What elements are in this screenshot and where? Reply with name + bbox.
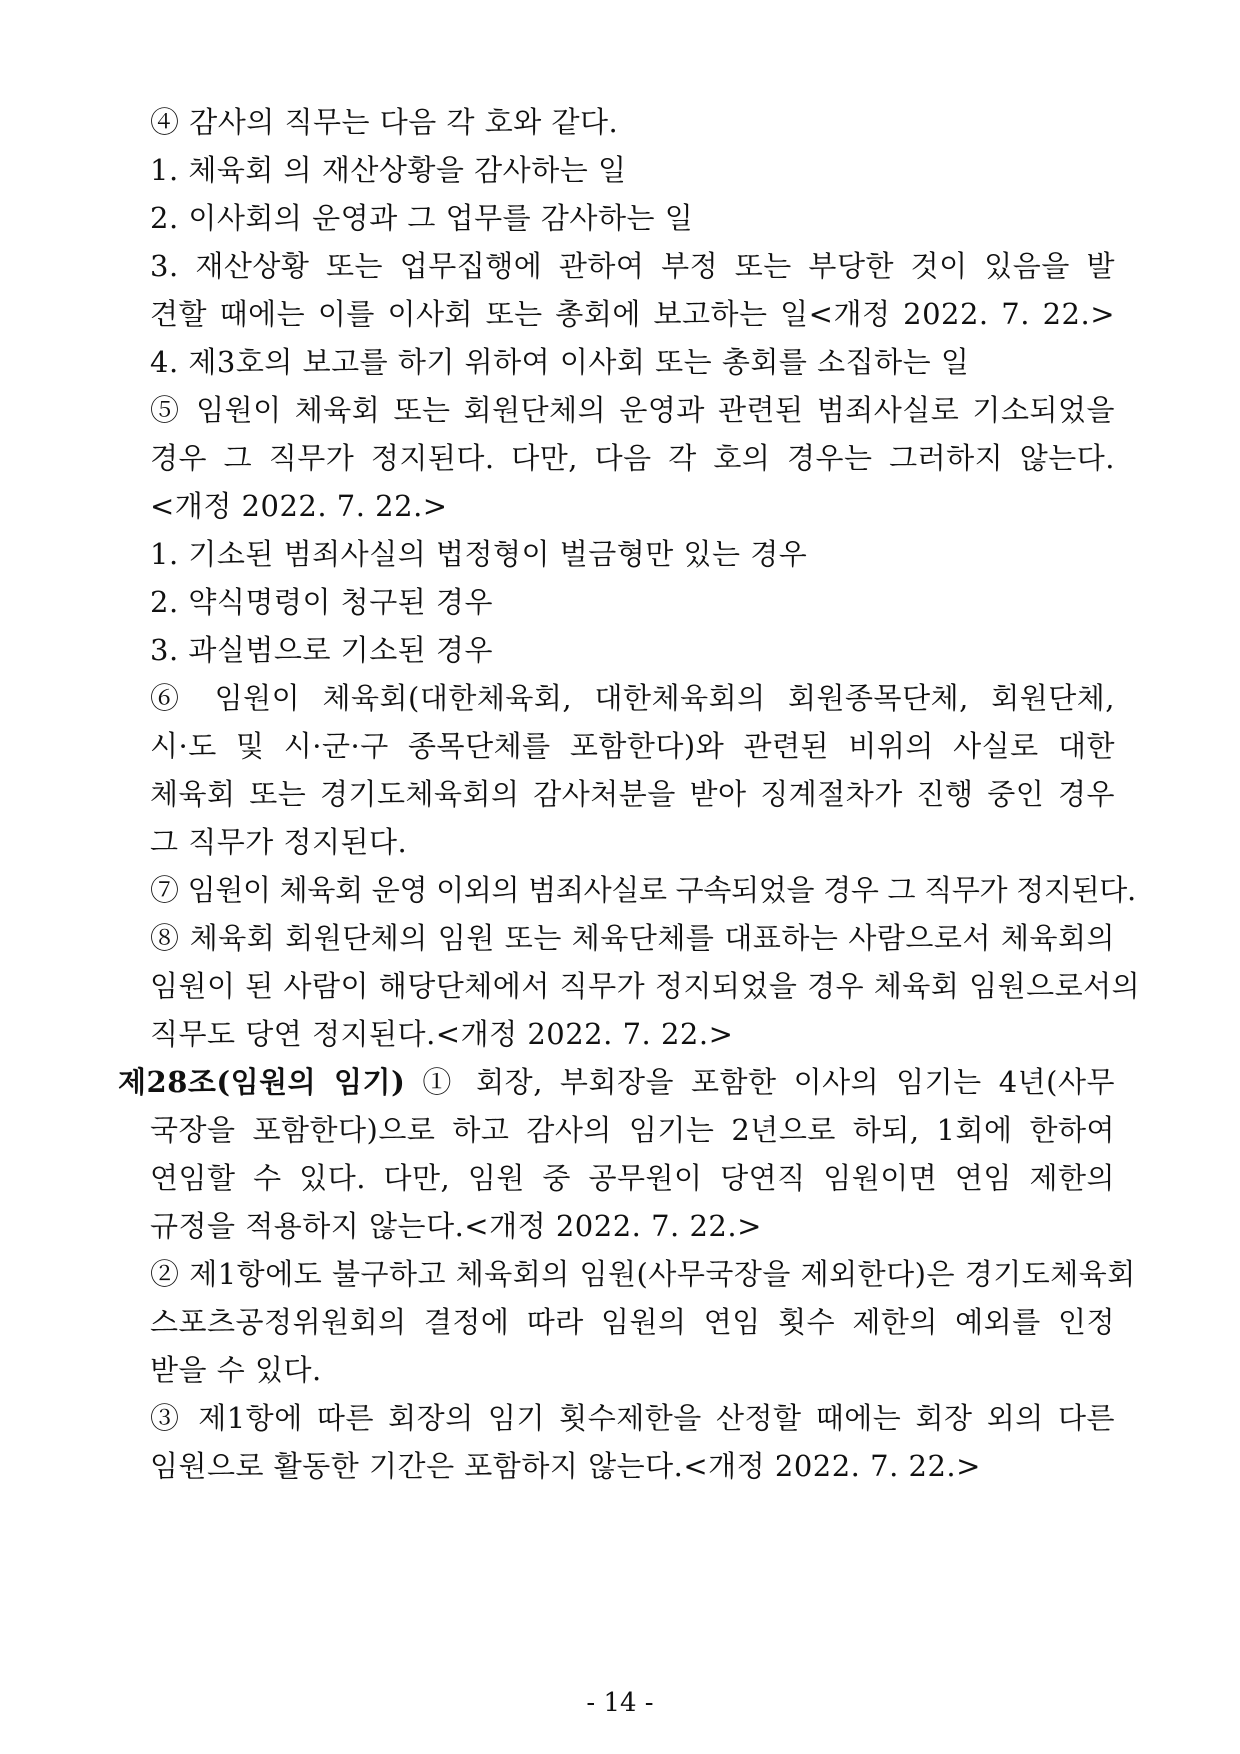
text-line: 체육회 또는 경기도체육회의 감사처분을 받아 징계절차가 진행 중인 경우 <box>150 777 1115 811</box>
text-line: 규정을 적용하지 않는다.<개정 2022. 7. 22.> <box>150 1209 762 1243</box>
text-line: 2. 약식명령이 청구된 경우 <box>150 585 493 619</box>
page-number: - 14 - <box>586 1688 654 1718</box>
text-line: 국장을 포함한다)으로 하고 감사의 임기는 2년으로 하되, 1회에 한하여 <box>150 1113 1115 1147</box>
text-line: 견할 때에는 이를 이사회 또는 총회에 보고하는 일<개정 2022. 7. 22.> <box>150 297 1115 331</box>
text-line: 3. 재산상황 또는 업무집행에 관하여 부정 또는 부당한 것이 있음을 발 <box>150 249 1115 283</box>
text-line: ⑥ 임원이 체육회(대한체육회, 대한체육회의 회원종목단체, 회원단체, <box>150 681 1115 715</box>
article-28-first-line <box>118 1062 1115 1102</box>
text-line: ③ 제1항에 따른 회장의 임기 횟수제한을 산정할 때에는 회장 외의 다른 <box>150 1401 1115 1435</box>
text-line: 연임할 수 있다. 다만, 임원 중 공무원이 당연직 임원이면 연임 제한의 <box>150 1161 1115 1195</box>
article-28-heading: 제28조(임원의 임기) <box>118 1065 406 1099</box>
text-line: 스포츠공정위원회의 결정에 따라 임원의 연임 횟수 제한의 예외를 인정 <box>150 1305 1115 1339</box>
text-line: ④ 감사의 직무는 다음 각 호와 같다. <box>150 105 619 139</box>
text-line: 3. 과실범으로 기소된 경우 <box>150 633 493 667</box>
text-line: 직무도 당연 정지된다.<개정 2022. 7. 22.> <box>150 1017 734 1051</box>
text-line: 경우 그 직무가 정지된다. 다만, 다음 각 호의 경우는 그러하지 않는다. <box>150 441 1115 475</box>
text-line: 4. 제3호의 보고를 하기 위하여 이사회 또는 총회를 소집하는 일 <box>150 345 970 379</box>
text-line: 2. 이사회의 운영과 그 업무를 감사하는 일 <box>150 201 694 235</box>
text-line: 임원이 된 사람이 해당단체에서 직무가 정지되었을 경우 체육회 임원으로서의 <box>150 969 1141 1003</box>
text-line: 그 직무가 정지된다. <box>150 825 408 859</box>
text-line: ⑤ 임원이 체육회 또는 회원단체의 운영과 관련된 범죄사실로 기소되었을 <box>150 393 1115 427</box>
text-line: 받을 수 있다. <box>150 1353 322 1387</box>
text-line: ② 제1항에도 불구하고 체육회의 임원(사무국장을 제외한다)은 경기도체육회 <box>150 1257 1136 1291</box>
text-line: ⑦ 임원이 체육회 운영 이외의 범죄사실로 구속되었을 경우 그 직무가 정지된다. <box>150 873 1136 907</box>
text-line: <개정 2022. 7. 22.> <box>150 489 448 523</box>
text-line: 시·도 및 시·군·구 종목단체를 포함한다)와 관련된 비위의 사실로 대한 <box>150 729 1115 763</box>
text-line: ⑧ 체육회 회원단체의 임원 또는 체육단체를 대표하는 사람으로서 체육회의 <box>150 921 1115 955</box>
text-line: 1. 기소된 범죄사실의 법정형이 벌금형만 있는 경우 <box>150 537 808 571</box>
article-28-text: ① 회장, 부회장을 포함한 이사의 임기는 4년(사무 <box>405 1065 1116 1099</box>
text-line: 임원으로 활동한 기간은 포함하지 않는다.<개정 2022. 7. 22.> <box>150 1449 981 1483</box>
text-line: 1. 체육회 의 재산상황을 감사하는 일 <box>150 153 627 187</box>
